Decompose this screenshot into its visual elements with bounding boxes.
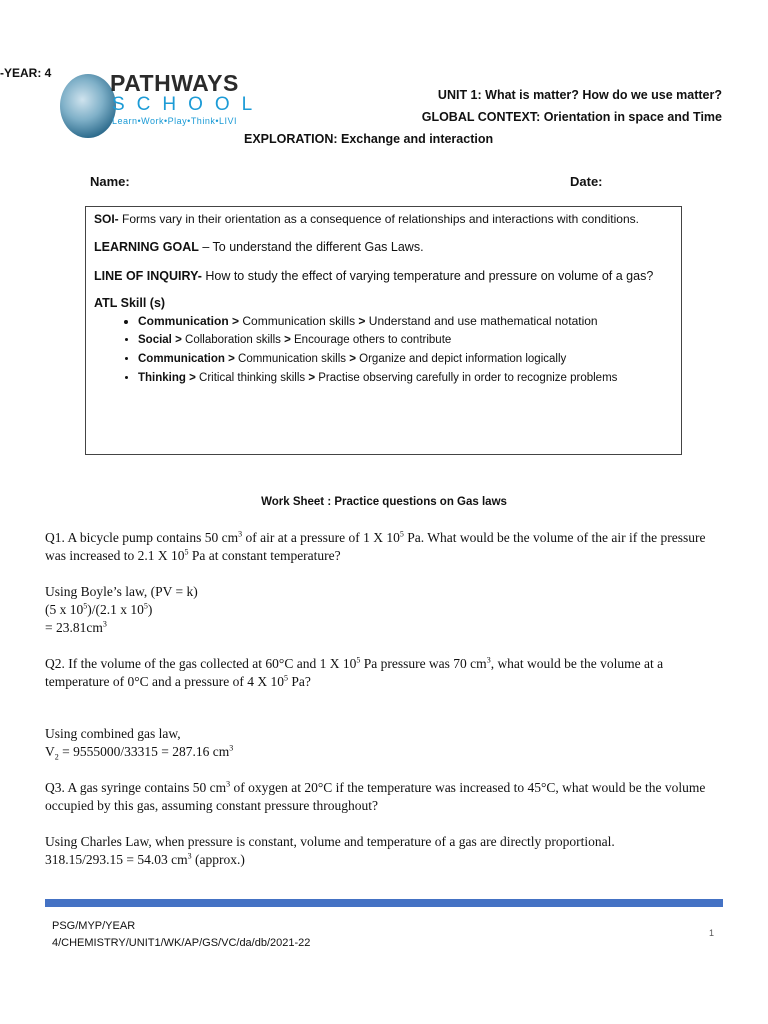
year-label: -YEAR: 4 [0, 66, 52, 80]
question-1 [45, 529, 725, 565]
footer-code [52, 918, 310, 952]
question-2 [45, 655, 725, 691]
list-item: • Thinking > Critical thinking skills > Practise observing carefully in order to recognize problems [138, 370, 673, 386]
unit-title: UNIT 1: What is matter? How do we use matter? [437, 88, 722, 102]
q3-text: Q3. A gas syringe contains 50 $cm^3$ of oxygen at 20°C if the temperature was increased to 45°C, what would be the volume occupied by this gas, assuming constant pressure throughout? [45, 779, 706, 813]
exploration: EXPLORATION: Exchange and interaction [244, 132, 494, 146]
atl-label: ATL Skill (s) [94, 296, 166, 310]
q2-answer-line-1: Using combined gas law, [45, 726, 181, 741]
q1-text: Q1. A bicycle pump contains 50 $cm^3$ of air at a pressure of 1 X $10^5$ Pa. What would be the volume of the air if the pressure was increased to 2.1 X $10^5$ Pa at constant temperature? [45, 529, 706, 563]
q1-answer-line-3: = $23.81cm^3$ [45, 619, 107, 635]
line-of-inquiry [94, 267, 673, 285]
q3-answer-line-1: Using Charles Law, when pressure is constant, volume and temperature of a gas are directly proportional. [45, 834, 615, 849]
question-3 [45, 779, 725, 815]
q2-text: Q2. If the volume of the gas collected at 60°C and 1 X $10^5$ Pa pressure was 70 $cm^3$, what would be the volume at a temperature of 0°C and a pressure of 4 X $10^5$ Pa? [45, 655, 664, 689]
soi [94, 211, 673, 227]
soi-label: SOI- [94, 212, 119, 226]
q3-answer-line-2: 318.15/293.15 = 54.03 $cm^3$ (approx.) [45, 851, 245, 867]
soi-text: Forms vary in their orientation as a consequence of relationships and interactions with conditions. [118, 212, 639, 226]
learning-box [85, 206, 682, 455]
global-context: GLOBAL CONTEXT: Orientation in space and Time [421, 110, 722, 124]
footer-rule [45, 899, 723, 907]
list-item: • Social > Collaboration skills > Encourage others to contribute [138, 332, 673, 348]
logo-wordmark: PATHWAYS [110, 70, 239, 96]
globe-icon [60, 74, 116, 138]
loi-label: LINE OF INQUIRY- [94, 269, 202, 283]
lg-text: – To understand the different Gas Laws. [198, 240, 424, 254]
logo-school: SCHOOL [112, 94, 265, 115]
q1-answer [45, 583, 725, 637]
lg-label: LEARNING GOAL [94, 240, 199, 254]
page-number: 1 [709, 928, 715, 938]
footer-line-1: PSG/MYP/YEAR [52, 920, 136, 932]
school-logo [60, 70, 265, 140]
list-item: • Communication > Communication skills > Understand and use mathematical notation [138, 313, 673, 329]
logo-tagline: Learn•Work•Play•Think•LIVI [112, 116, 237, 126]
footer-line-2: 4/CHEMISTRY/UNIT1/WK/AP/GS/VC/da/db/2021-22 [52, 937, 311, 949]
worksheet-title: Work Sheet : Practice questions on Gas laws [261, 496, 507, 508]
list-item: • Communication > Communication skills > Organize and depict information logically [138, 351, 673, 367]
q2-answer-line-2: $V_2 = 9555000/33315 = 287.16$ $cm^3$ [45, 743, 234, 762]
date-label: Date: [570, 174, 603, 189]
q2-answer [45, 725, 725, 761]
learning-goal [94, 239, 673, 255]
name-label: Name: [90, 174, 130, 189]
q1-answer-line-2: (5 x $10^5)/(2.1$ x $10^5$) [45, 601, 153, 617]
loi-text: How to study the effect of varying temperature and pressure on volume of a gas? [201, 269, 654, 283]
atl-list [94, 313, 673, 386]
q1-answer-line-1: Using Boyle’s law, (PV = k) [45, 584, 198, 599]
q3-answer [45, 833, 725, 869]
